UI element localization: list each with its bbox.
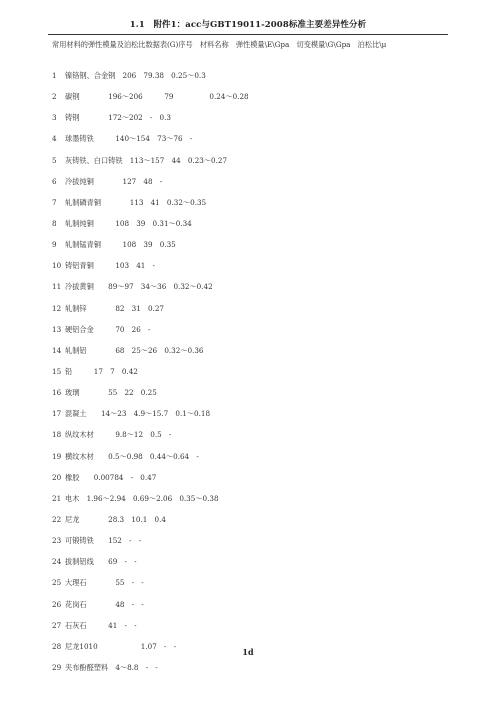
row-text: 碳钢 196～206 79 0.24～0.28	[65, 92, 249, 102]
table-header-line: 常用材料的弹性模量及泊松比数据表(G)序号 材料名称 弹性模量\E\Gpa 切变模量\G\Gpa 泊松比\μ	[52, 40, 387, 49]
row-number: 8	[52, 218, 57, 228]
list-item	[52, 156, 452, 177]
row-number: 7	[52, 197, 57, 207]
list-item	[52, 473, 452, 494]
row-text: 冷拔纯铜 127 48 -	[65, 176, 163, 186]
row-number: 23	[52, 536, 62, 546]
row-text: 橡胶 0.00784 - 0.47	[65, 472, 157, 482]
list-item	[52, 621, 452, 642]
row-text: 灰铸铁、白口铸铁 113～157 44 0.23～0.27	[65, 155, 228, 165]
list-item	[52, 134, 452, 155]
list-item	[52, 92, 452, 113]
row-text: 冷拔黄铜 89～97 34～36 0.32～0.42	[65, 282, 213, 292]
row-text: 铅 17 7 0.42	[65, 366, 138, 376]
row-text: 尼龙 28.3 10.1 0.4	[65, 514, 166, 524]
list-item	[52, 282, 452, 303]
row-text: 花岗石 48 - -	[65, 599, 144, 609]
list-item	[52, 430, 452, 451]
row-number: 27	[52, 620, 62, 630]
list-item	[52, 600, 452, 621]
row-text: 镍铬钢、合金钢 206 79.38 0.25～0.3	[65, 71, 206, 80]
title-divider	[48, 34, 448, 35]
row-number: 17	[52, 409, 62, 419]
row-text: 横纹木材 0.5～0.98 0.44～0.64 -	[65, 451, 199, 461]
row-text: 拔制铝线 69 - -	[65, 557, 137, 567]
row-number: 5	[52, 155, 57, 165]
list-item	[52, 367, 452, 388]
row-text: 大理石 55 - -	[65, 578, 144, 588]
list-item	[52, 346, 452, 367]
row-number: 28	[52, 641, 62, 651]
row-number: 20	[52, 472, 62, 482]
row-number: 29	[52, 662, 62, 672]
row-number: 15	[52, 366, 62, 376]
list-item	[52, 663, 452, 684]
row-text: 石灰石 41 - -	[65, 620, 137, 630]
list-item	[52, 557, 452, 578]
list-item	[52, 409, 452, 430]
row-number: 6	[52, 176, 57, 186]
list-item	[52, 325, 452, 346]
row-text: 混凝土 14～23 4.9～15.7 0.1～0.18	[65, 409, 211, 419]
list-item	[52, 113, 452, 134]
list-item	[52, 452, 452, 473]
list-item	[52, 219, 452, 240]
row-text: 轧制锌 82 31 0.27	[65, 303, 164, 313]
row-text: 电木 1.96～2.94 0.69～2.06 0.35～0.38	[65, 493, 219, 503]
list-item	[52, 494, 452, 515]
material-list	[52, 71, 452, 684]
list-item	[52, 388, 452, 409]
row-text: 轧制铝 68 25～26 0.32～0.36	[65, 345, 204, 355]
row-number: 1	[52, 71, 57, 80]
row-number: 13	[52, 324, 62, 334]
row-text: 玻璃 55 22 0.25	[65, 388, 157, 398]
row-text: 轧制磷青铜 113 41 0.32～0.35	[65, 197, 207, 207]
list-item	[52, 515, 452, 536]
row-number: 10	[52, 261, 62, 271]
row-number: 22	[52, 514, 62, 524]
row-number: 24	[52, 557, 62, 567]
row-number: 18	[52, 430, 62, 440]
row-text: 尼龙1010 1.07 - -	[65, 641, 177, 651]
page-footer: 1d	[242, 647, 254, 657]
list-item	[52, 71, 452, 92]
list-item	[52, 240, 452, 261]
row-text: 铸钢 172～202 - 0.3	[65, 113, 171, 123]
row-text: 夹布酚醛塑料 4～8.8 - -	[65, 662, 158, 672]
list-item	[52, 536, 452, 557]
document-title: 1.1 附件1：acc与GBT19011-2008标准主要差异性分析	[129, 20, 367, 30]
list-item	[52, 177, 452, 198]
row-number: 25	[52, 578, 62, 588]
row-number: 21	[52, 493, 62, 503]
row-text: 可锻铸铁 152 - -	[65, 536, 142, 546]
list-item	[52, 198, 452, 219]
row-number: 26	[52, 599, 62, 609]
list-item	[52, 304, 452, 325]
row-text: 轧制锰青铜 108 39 0.35	[65, 240, 176, 250]
row-text: 纵纹木材 9.8～12 0.5 -	[65, 430, 172, 440]
row-number: 9	[52, 240, 57, 250]
list-item	[52, 261, 452, 282]
list-item	[52, 578, 452, 599]
row-number: 11	[52, 282, 62, 292]
row-number: 12	[52, 303, 62, 313]
row-number: 19	[52, 451, 62, 461]
row-number: 4	[52, 134, 57, 144]
row-number: 14	[52, 345, 62, 355]
row-text: 铸铝青铜 103 41 -	[65, 261, 155, 271]
row-text: 轧制纯铜 108 39 0.31～0.34	[65, 218, 192, 228]
row-text: 硬铝合金 70 26 -	[65, 324, 151, 334]
row-number: 16	[52, 388, 62, 398]
row-text: 球墨铸铁 140～154 73～76 -	[65, 134, 193, 144]
row-number: 2	[52, 92, 57, 102]
row-number: 3	[52, 113, 57, 123]
